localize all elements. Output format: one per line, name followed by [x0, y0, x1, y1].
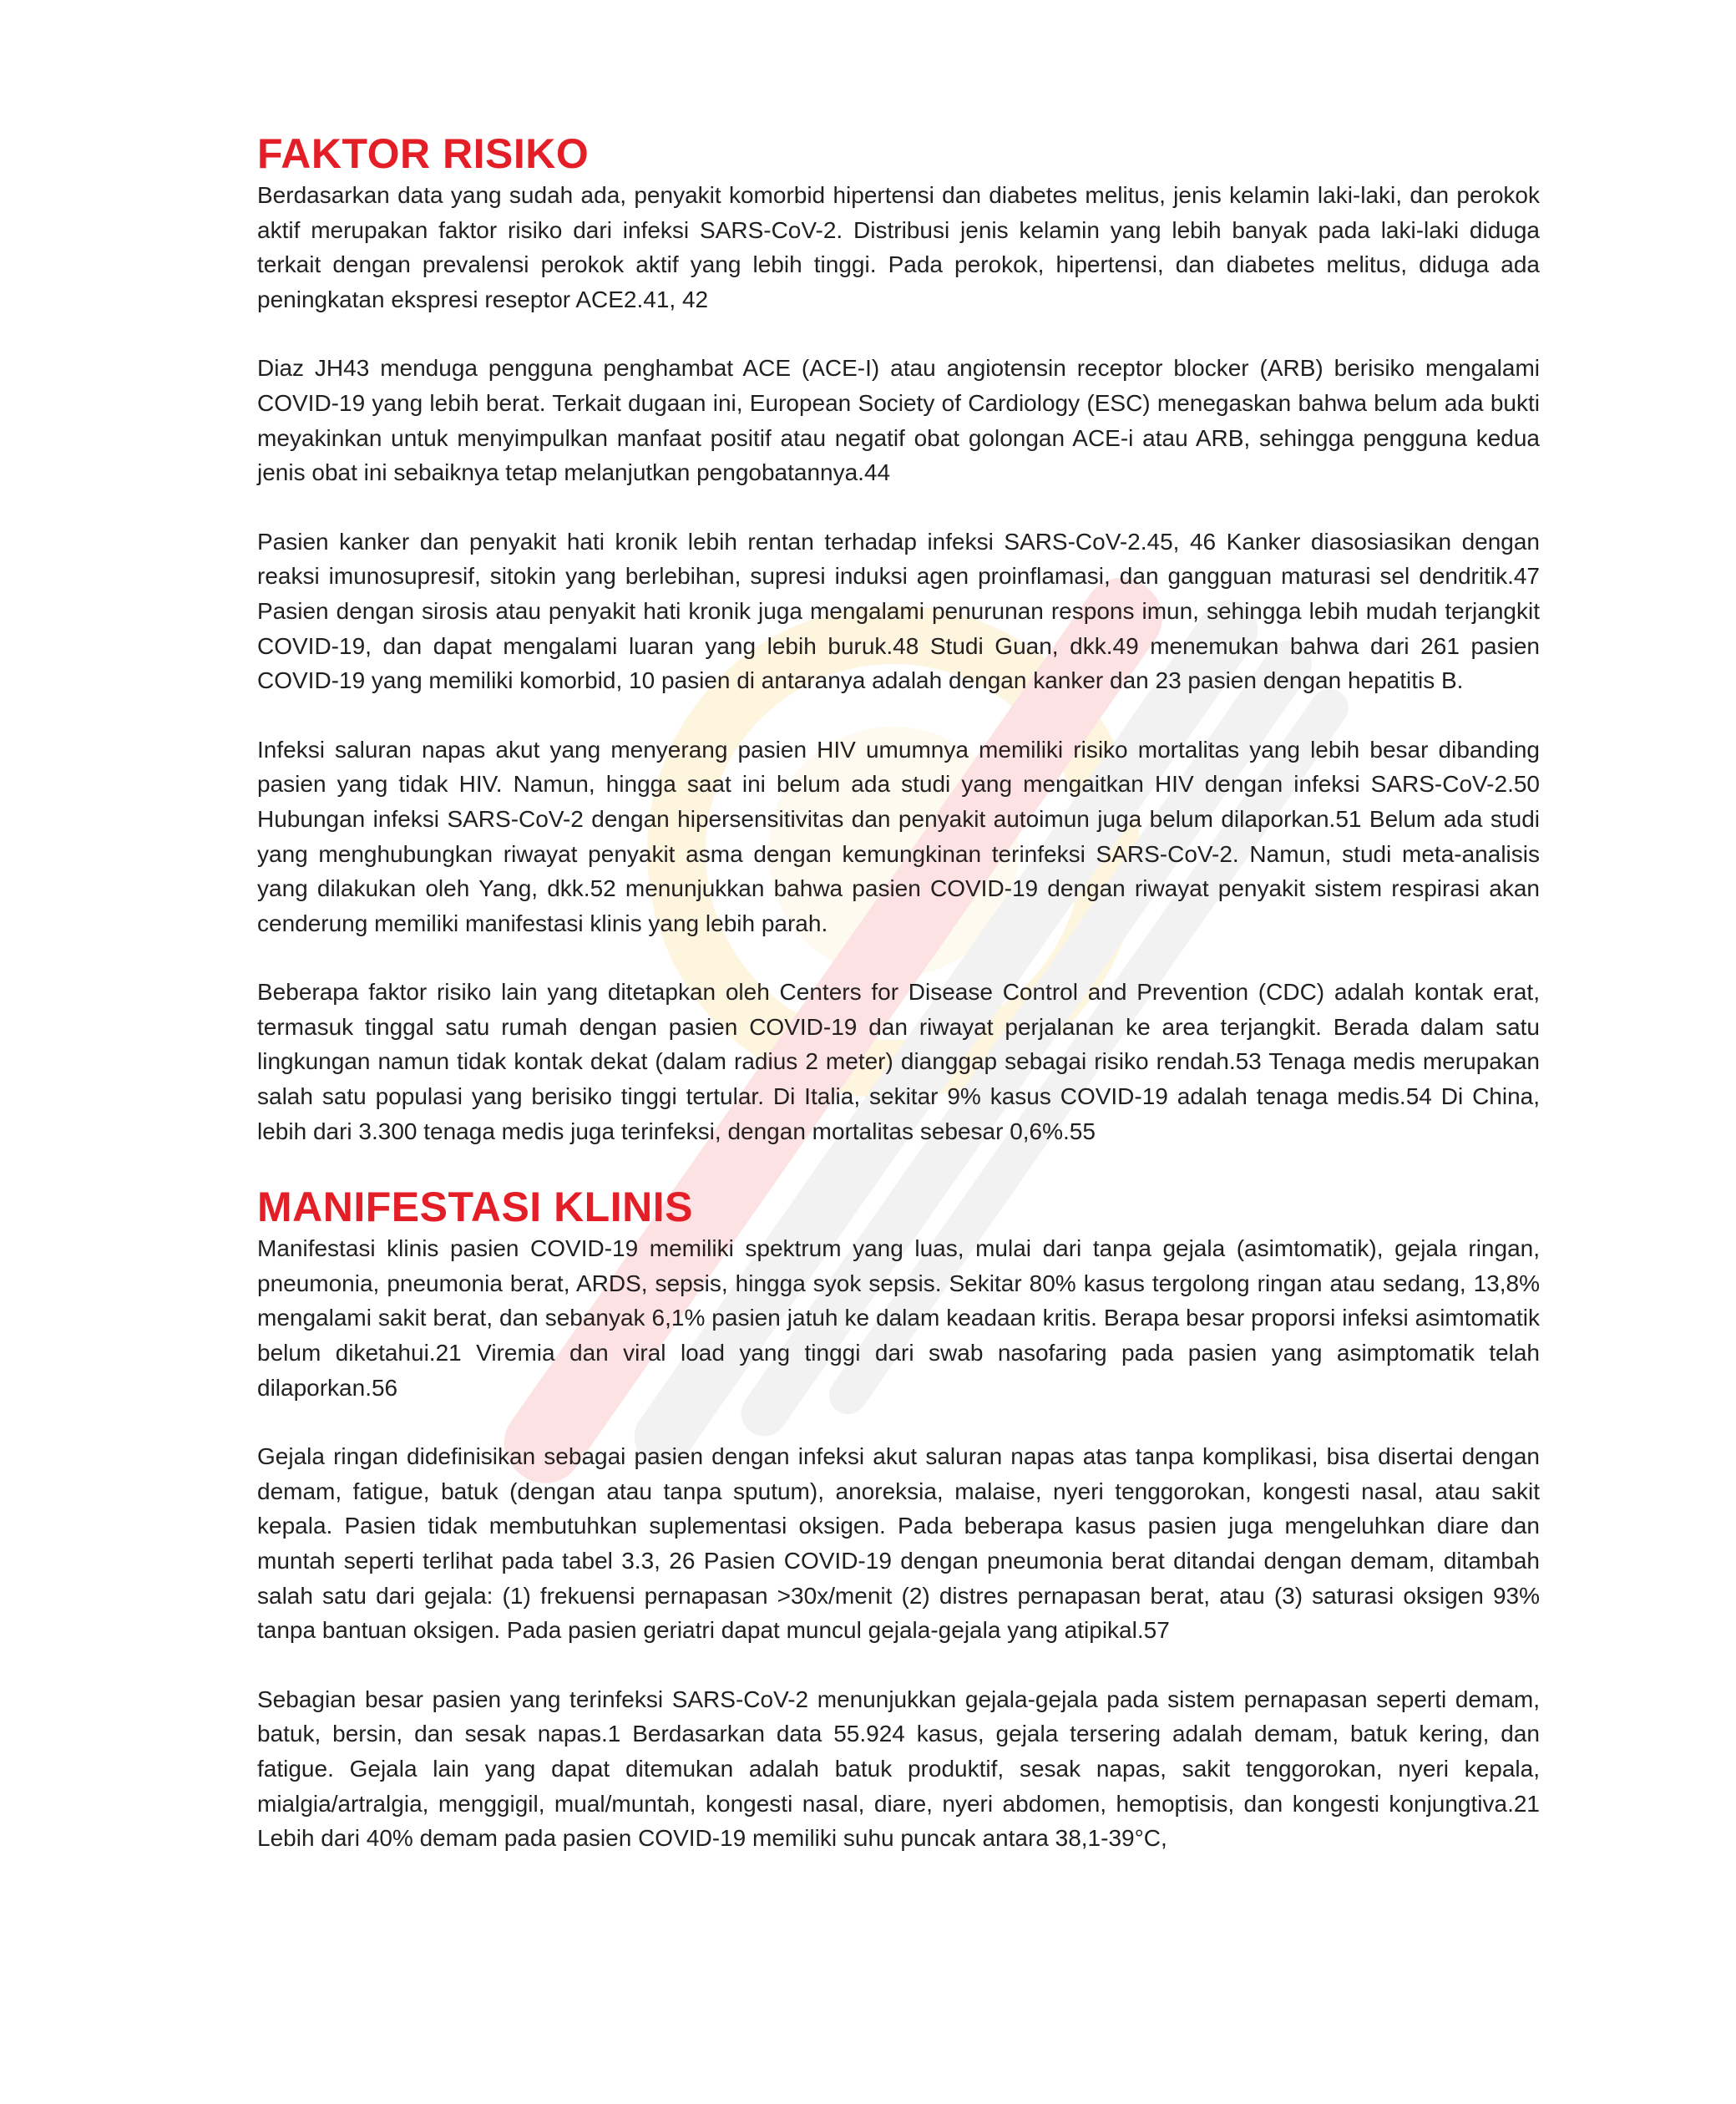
paragraph: Diaz JH43 menduga pengguna penghambat ACE (ACE-I) atau angiotensin receptor blocker (ARB) berisiko mengalami COVID-19 yang lebih berat. Terkait dugaan ini, European Society of Cardiology (ESC) menegaskan bahwa belum ada bukti meyakinkan untuk menyimpulkan manfaat positif atau negatif obat golongan ACE-i atau ARB, sehingga pengguna kedua jenis obat ini sebaiknya tetap melanjutkan pengobatannya.44 — [257, 355, 1540, 486]
document-page — [257, 129, 1540, 1890]
paragraph: Manifestasi klinis pasien COVID-19 memiliki spektrum yang luas, mulai dari tanpa gejala (asimtomatik), gejala ringan, pneumonia, pneumonia berat, ARDS, sepsis, hingga syok sepsis. Sekitar 80% kasus tergolong ringan atau sedang, 13,8% mengalami sakit berat, dan sebanyak 6,1% pasien jatuh ke dalam keadaan kritis. Berapa besar proporsi infeksi asimtomatik belum diketahui.21 Viremia dan viral load yang tinggi dari swab nasofaring pada pasien yang asimptomatik telah dilaporkan.56 — [257, 1235, 1540, 1401]
paragraph: Gejala ringan didefinisikan sebagai pasien dengan infeksi akut saluran napas atas tanpa komplikasi, bisa disertai dengan demam, fatigue, batuk (dengan atau tanpa sputum), anoreksia, malaise, nyeri tenggorokan, kongesti nasal, atau sakit kepala. Pasien tidak membutuhkan suplementasi oksigen. Pada beberapa kasus pasien juga mengeluhkan diare dan muntah seperti terlihat pada tabel 3.3, 26 Pasien COVID-19 dengan pneumonia berat ditandai dengan demam, ditambah salah satu dari gejala: (1) frekuensi pernapasan >30x/menit (2) distres pernapasan berat, atau (3) saturasi oksigen 93% tanpa bantuan oksigen. Pada pasien geriatri dapat muncul gejala-gejala yang atipikal.57 — [257, 1443, 1540, 1644]
paragraph: Infeksi saluran napas akut yang menyerang pasien HIV umumnya memiliki risiko mortalitas yang lebih besar dibanding pasien yang tidak HIV. Namun, hingga saat ini belum ada studi yang mengaitkan HIV dengan infeksi SARS-CoV-2.50 Hubungan infeksi SARS-CoV-2 dengan hipersensitivitas dan penyakit autoimun juga belum dilaporkan.51 Belum ada studi yang menghubungkan riwayat penyakit asma dengan kemungkinan terinfeksi SARS-CoV-2. Namun, studi meta-analisis yang dilakukan oleh Yang, dkk.52 menunjukkan bahwa pasien COVID-19 dengan riwayat penyakit sistem respirasi akan cenderung memiliki manifestasi klinis yang lebih parah. — [257, 736, 1540, 936]
section-heading-manifestasi-klinis: MANIFESTASI KLINIS — [257, 1184, 693, 1231]
paragraph: Pasien kanker dan penyakit hati kronik lebih rentan terhadap infeksi SARS-CoV-2.45, 46 Kanker diasosiasikan dengan reaksi imunosupresif, sitokin yang berlebihan, supresi induksi agen proinflamasi, dan gangguan maturasi sel dendritik.47 Pasien dengan sirosis atau penyakit hati kronik juga mengalami penurunan respons imun, sehingga lebih mudah terjangkit COVID-19, dan dapat mengalami luaran yang lebih buruk.48 Studi Guan, dkk.49 menemukan bahwa dari 261 pasien COVID-19 yang memiliki komorbid, 10 pasien di antaranya adalah dengan kanker dan 23 pasien dengan hepatitis B. — [257, 528, 1540, 694]
paragraph: Sebagian besar pasien yang terinfeksi SARS-CoV-2 menunjukkan gejala-gejala pada sistem pernapasan seperti demam, batuk, bersin, dan sesak napas.1 Berdasarkan data 55.924 kasus, gejala tersering adalah demam, batuk kering, dan fatigue. Gejala lain yang dapat ditemukan adalah batuk produktif, sesak napas, sakit tenggorokan, nyeri kepala, mialgia/artralgia, menggigil, mual/muntah, kongesti nasal, diare, nyeri abdomen, hemoptisis, dan kongesti konjungtiva.21 Lebih dari 40% demam pada pasien COVID-19 memiliki suhu puncak antara 38,1-39°C, — [257, 1686, 1540, 1852]
section-heading-faktor-risiko: FAKTOR RISIKO — [257, 130, 590, 177]
paragraph: Berdasarkan data yang sudah ada, penyakit komorbid hipertensi dan diabetes melitus, jenis kelamin laki-laki, dan perokok aktif merupakan faktor risiko dari infeksi SARS-CoV-2. Distribusi jenis kelamin yang lebih banyak pada laki-laki diduga terkait dengan prevalensi perokok aktif yang lebih tinggi. Pada perokok, hipertensi, dan diabetes melitus, diduga ada peningkatan ekspresi reseptor ACE2.41, 42 — [257, 182, 1540, 312]
paragraph: Beberapa faktor risiko lain yang ditetapkan oleh Centers for Disease Control and Prevention (CDC) adalah kontak erat, termasuk tinggal satu rumah dengan pasien COVID-19 dan riwayat perjalanan ke area terjangkit. Berada dalam satu lingkungan namun tidak kontak dekat (dalam radius 2 meter) dianggap sebagai risiko rendah.53 Tenaga medis merupakan salah satu populasi yang berisiko tinggi tertular. Di Italia, sekitar 9% kasus COVID-19 adalah tenaga medis.54 Di China, lebih dari 3.300 tenaga medis juga terinfeksi, dengan mortalitas sebesar 0,6%.55 — [257, 979, 1540, 1144]
